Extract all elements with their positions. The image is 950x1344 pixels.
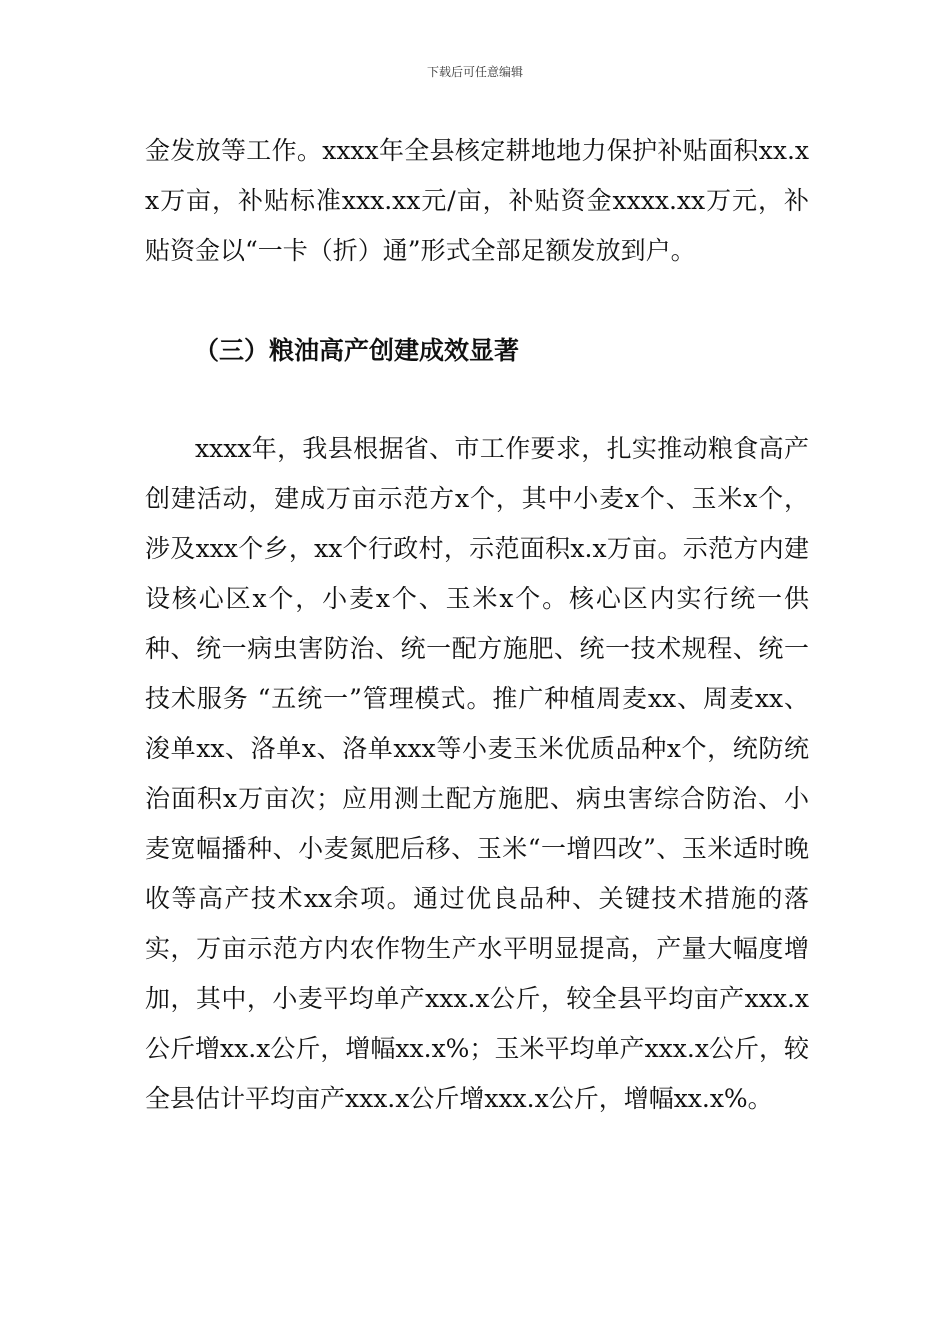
paragraph-high-yield: xxxx年，我县根据省、市工作要求，扎实推动粮食高产创建活动，建成万亩示范方x个，其中小麦x个、玉米x个，涉及xxx个乡，xx个行政村，示范面积x.x万亩。示范方内建设核心区x个，小麦x个、玉米x个。核心区内实行统一供种、统一病虫害防治、统一配方施肥、统一技术规程、统一技术服务 “五统一”管理模式。推广种植周麦xx、周麦xx、浚单xx、洛单x、洛单xxx等小麦玉米优质品种x个，统防统治面积x万亩次；应用测土配方施肥、病虫害综合防治、小麦宽幅播种、小麦氮肥后移、玉米“一增四改”、玉米适时晚收等高产技术xx余项。通过优良品种、关键技术措施的落实，万亩示范方内农作物生产水平明显提高，产量大幅度增加，其中，小麦平均单产xxx.x公斤，较全县平均亩产xxx.x公斤增xx.x公斤，增幅xx.x%；玉米平均单产xxx.x公斤，较全县估计平均亩产xxx.x公斤增xxx.x公斤，增幅xx.x%。 [145, 434, 809, 1113]
paragraph-subsidy: 金发放等工作。xxxx年全县核定耕地地力保护补贴面积xx.xx万亩，补贴标准xxx.xx元/亩，补贴资金xxxx.xx万元，补贴资金以“一卡（折）通”形式全部足额发放到户。 [145, 136, 809, 265]
download-note: 下载后可任意编辑 [426, 65, 523, 79]
section-heading: （三）粮油高产创建成效显著 [194, 336, 520, 365]
